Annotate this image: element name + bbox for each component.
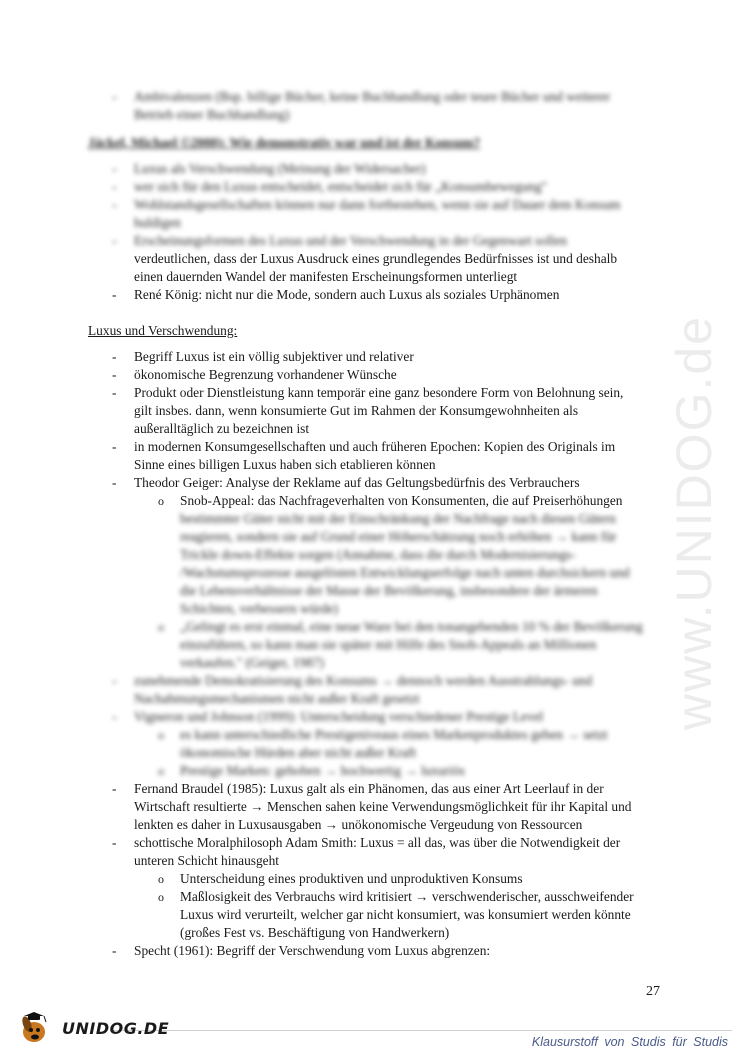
sub-list-item xyxy=(88,870,668,888)
page-number: 27 xyxy=(646,984,660,999)
list-item-line: Maßlosigkeit des Verbrauchs wird kritisiert → verschwenderischer, ausschweifender xyxy=(180,889,634,904)
list-item-line: Snob-Appeal: das Nachfrageverhalten von Konsumenten, die auf Preiserhöhungen xyxy=(180,493,623,508)
list-item-line: Sinne eines billigen Luxus haben sich etablieren können xyxy=(134,457,436,472)
page-content xyxy=(88,88,668,960)
dash-bullet: - xyxy=(112,835,117,850)
circle-bullet: o xyxy=(158,872,164,886)
list-item-line: Trickle down-Effekte sorgen (Annahme, dass die durch Modernisierungs- xyxy=(180,547,576,562)
dash-bullet: - xyxy=(112,367,117,382)
list-item-line: schottische Moralphilosoph Adam Smith: Luxus = all das, was über die Notwendigkeit der xyxy=(134,835,621,850)
list-item xyxy=(88,178,668,196)
list-item-line: zunehmende Demokratisierung des Konsums → dennoch werden Ausstrahlungs- und xyxy=(134,673,593,688)
sub-list-item xyxy=(88,888,668,942)
dash-bullet: - xyxy=(112,197,117,212)
blurred-text-block xyxy=(180,510,668,618)
list-item xyxy=(88,286,668,304)
list-item-line: reagieren, sondern sie auf Grund einer Höherschätzung noch erhöhen → kann für xyxy=(180,529,617,544)
list-item-line: ökonomische Hürden aber nicht außer Kraft xyxy=(180,745,417,760)
list-item-line: Begriff Luxus ist ein völlig subjektiver und relativer xyxy=(134,349,414,364)
logo-text: UNIDOG.DE xyxy=(62,1019,170,1038)
list-item-line: (großes Fest vs. Beschäftigung von Handwerkern) xyxy=(180,925,450,940)
sub-list-item xyxy=(88,762,668,780)
list-item-line: ökonomische Begrenzung vorhandener Wünsche xyxy=(134,367,397,382)
list-item-line: Produkt oder Dienstleistung kann temporär eine ganz besondere Form von Belohnung sein, xyxy=(134,385,624,400)
watermark: www.UNIDOG.de xyxy=(666,315,722,730)
dash-bullet: - xyxy=(112,161,117,176)
dash-bullet: - xyxy=(112,439,117,454)
list-item-line: Wirtschaft resultierte → Menschen sahen keine Verwendungsmöglichkeit für ihr Kapital und xyxy=(134,799,632,814)
list-item-line: in modernen Konsumgesellschaften und auch früheren Epochen: Kopien des Originals im xyxy=(134,439,616,454)
dash-bullet: - xyxy=(112,943,117,958)
list-item-line: Fernand Braudel (1985): Luxus galt als ein Phänomen, das aus einer Art Leerlauf in der xyxy=(134,781,604,796)
list-item-line: Luxus wird verurteilt, welcher gar nicht konsumiert, was konsumiert werden könnte xyxy=(180,907,631,922)
circle-bullet: o xyxy=(158,728,164,742)
list-item-line: lenkten es daher in Luxusausgaben → unökonomische Vergeudung von Ressourcen xyxy=(134,817,583,832)
list-item-line: Vigneron und Johnson (1999): Unterscheidung verschiedener Prestige Level xyxy=(134,709,544,724)
list-item xyxy=(88,384,668,438)
list-item-line: verkaufen." (Geiger, 1987) xyxy=(180,655,324,670)
list-item-line: die Lebensverhältnisse der Masse der Bevölkerung, insbesondere der ärmeren xyxy=(180,583,598,598)
circle-bullet: o xyxy=(158,494,164,508)
dash-bullet: - xyxy=(112,179,117,194)
list-item-line: „Gelingt es erst einmal, eine neue Ware bei den tonangebenden 10 % der Bevölkerung xyxy=(180,619,643,634)
circle-bullet: o xyxy=(158,764,164,778)
list-item-line: Wohlstandsgesellschaften können nur dann fortbestehen, wenn sie auf Dauer dem Konsum xyxy=(134,197,621,212)
list-item-line: bestimmter Güter nicht mit der Einschränkung der Nachfrage nach diesen Gütern xyxy=(180,511,616,526)
list-item xyxy=(88,708,668,726)
list-item-line: wer sich für den Luxus entscheidet, entscheidet sich für „Konsumbewegung" xyxy=(134,179,548,194)
list-item xyxy=(88,348,668,366)
list-item-line: einen dauernden Wandel der manifesten Erscheinungsformen unterliegt xyxy=(134,269,518,284)
section-heading-luxus: Luxus und Verschwendung: xyxy=(88,323,238,338)
list-item-line: Schichten, verbessern würde) xyxy=(180,601,339,616)
list-item-line: einzuführen, so kann man sie später mit Hilfe des Snob-Appeals an Millionen xyxy=(180,637,597,652)
list-item-line: Betrieb einer Buchhandlung) xyxy=(134,107,290,122)
list-item-line: gilt insbes. dann, wenn konsumierte Gut im Rahmen der Konsumgewohnheiten als xyxy=(134,403,579,418)
list-item xyxy=(88,88,668,124)
list-item xyxy=(88,438,668,474)
sub-list-item xyxy=(88,492,668,618)
circle-bullet: o xyxy=(158,620,164,634)
dash-bullet: - xyxy=(112,287,117,302)
list-item-line: Prestige Marken: gehoben → hochwertig → luxuriös xyxy=(180,763,465,778)
list-item xyxy=(88,942,668,960)
list-item-line: Ambivalenzen (Bsp. billige Bücher, keine Buchhandlung oder teure Bücher und weiterer xyxy=(134,89,611,104)
dash-bullet: - xyxy=(112,89,117,104)
dash-bullet: - xyxy=(112,349,117,364)
dash-bullet: - xyxy=(112,673,117,688)
dash-bullet: - xyxy=(112,233,117,248)
list-item-line: Erscheinungsformen des Luxus und der Verschwendung in der Gegenwart sollen xyxy=(134,233,567,248)
list-item-line: Nachahmungsmechanismen nicht außer Kraft gesetzt xyxy=(134,691,420,706)
list-item xyxy=(88,474,668,492)
list-item xyxy=(88,672,668,708)
unidog-logo xyxy=(18,1010,169,1048)
dash-bullet: - xyxy=(112,709,117,724)
list-item-line: René König: nicht nur die Mode, sondern auch Luxus als soziales Urphänomen xyxy=(134,287,560,302)
sub-list-item xyxy=(88,618,668,672)
dog-icon xyxy=(18,1010,60,1048)
list-item xyxy=(88,232,668,286)
footer-tagline: Klausurstoff von Studis für Studis xyxy=(531,1035,728,1049)
list-item xyxy=(88,780,668,834)
list-item xyxy=(88,834,668,870)
list-item-line: Unterscheidung eines produktiven und unproduktiven Konsums xyxy=(180,871,523,886)
list-item-line: es kann unterschiedliche Prestigeniveaus eines Markenproduktes geben → setzt xyxy=(180,727,608,742)
list-item-line: unteren Schicht hinausgeht xyxy=(134,853,280,868)
list-item-line: Luxus als Verschwendung (Meinung der Widersacher) xyxy=(134,161,426,176)
dash-bullet: - xyxy=(112,475,117,490)
list-item-line: außeralltäglich zu bezeichnen ist xyxy=(134,421,310,436)
dash-bullet: - xyxy=(112,781,117,796)
list-item-line: Theodor Geiger: Analyse der Reklame auf das Geltungsbedürfnis des Verbrauchers xyxy=(134,475,580,490)
list-item xyxy=(88,160,668,178)
list-item xyxy=(88,366,668,384)
circle-bullet: o xyxy=(158,890,164,904)
list-item-line: Specht (1961): Begriff der Verschwendung vom Luxus abgrenzen: xyxy=(134,943,491,958)
footer-divider xyxy=(110,1030,732,1031)
section-heading-jaeckel: Jäckel, Michael ©2000): Wie demonstrativ war und ist der Konsum? xyxy=(88,135,481,150)
list-item-line: /Wachstumsprozesse ausgelösten Entwicklungserfolge nach unten durchsickern und xyxy=(180,565,630,580)
list-item-line: verdeutlichen, dass der Luxus Ausdruck eines grundlegendes Bedürfnisses ist und deshalb xyxy=(134,251,618,266)
sub-list-item xyxy=(88,726,668,762)
list-item-line: huldigen xyxy=(134,215,181,230)
list-item xyxy=(88,196,668,232)
dash-bullet: - xyxy=(112,385,117,400)
